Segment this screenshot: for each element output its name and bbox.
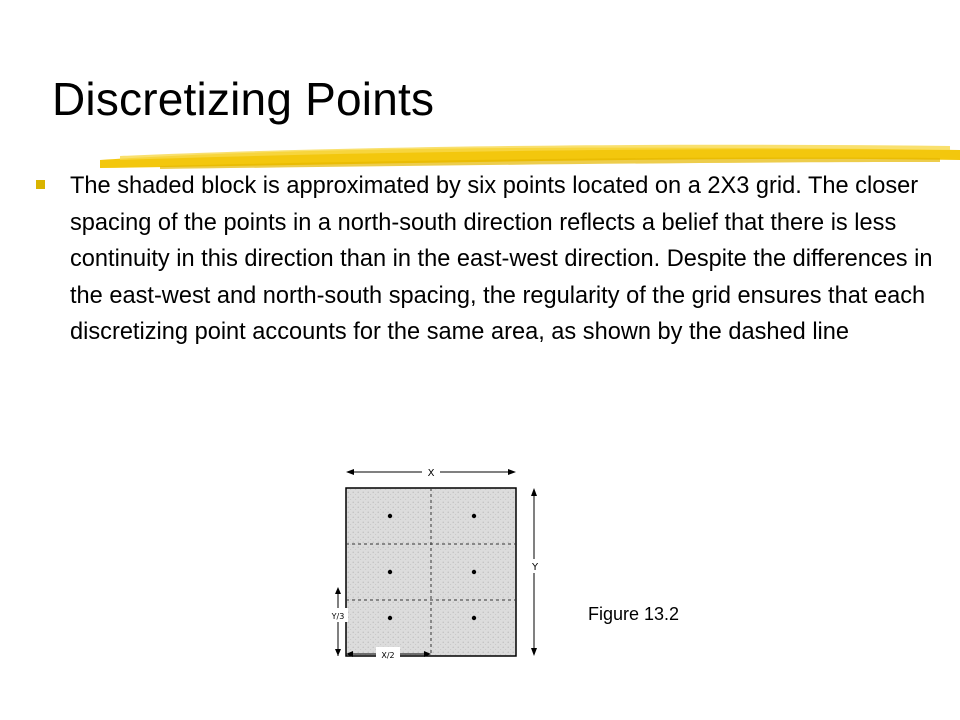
discretizing-point [472,570,476,574]
x-half-label: X/2 [381,651,395,660]
y-dimension-label: Y [531,562,539,573]
bullet-text: The shaded block is approximated by six points located on a 2X3 grid. The closer spacing of the points in a north-south direction reflects a belief that there is less continuity in this direction than in the east-west direction. Despite the differences in the east-west and north-south spacing, the regularity of the grid ensures that each discretizing point accounts for the same area, as shown by the dashed line [70,173,933,345]
discretizing-point [388,514,392,518]
figure-caption: Figure 13.2 [588,604,680,624]
slide-title: Discretizing Points [52,73,435,125]
y-third-label: Y/3 [331,612,345,621]
x-dimension-label: X [427,468,435,479]
discretizing-point [388,616,392,620]
discretization-grid-figure [312,456,562,666]
bullet-marker [36,180,45,189]
discretizing-point [472,514,476,518]
discretizing-point [472,616,476,620]
discretizing-point [388,570,392,574]
